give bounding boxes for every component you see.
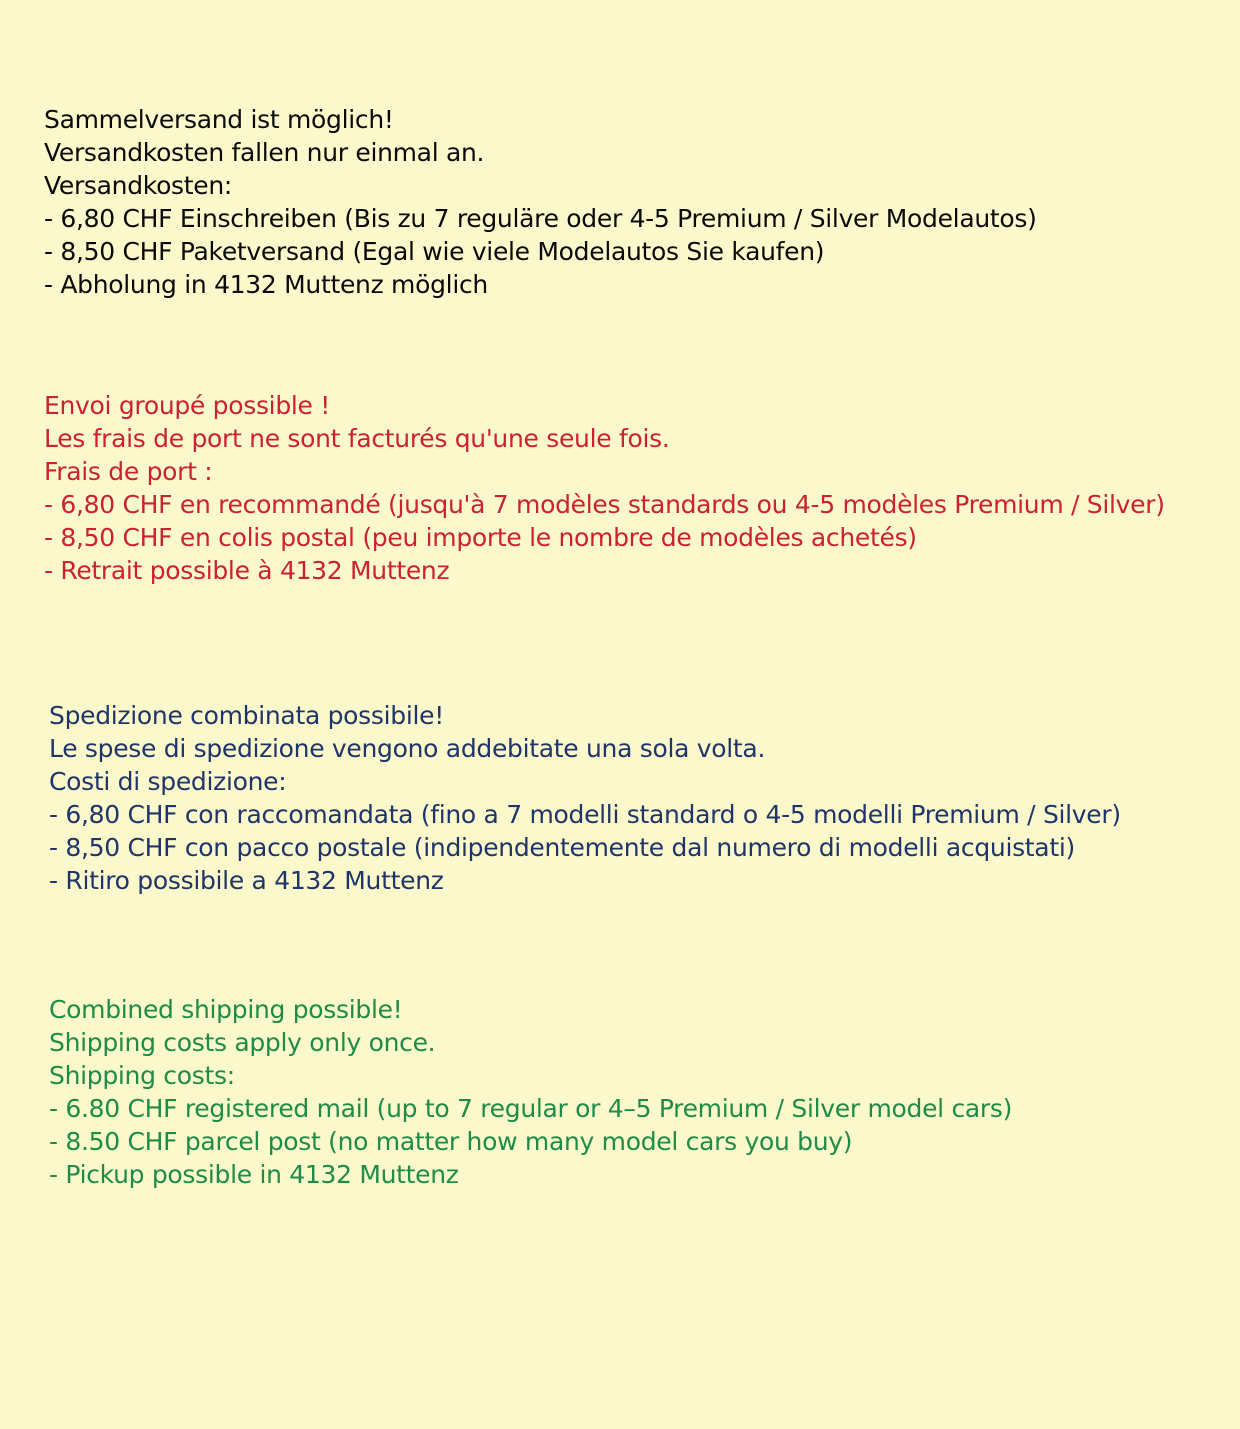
text-line: - 6,80 CHF en recommandé (jusqu'à 7 modèles standards ou 4-5 modèles Premium / Silver) <box>44 490 1165 519</box>
text-line: Frais de port : <box>44 457 213 486</box>
text-line: Costi di spedizione: <box>49 767 287 796</box>
text-line: Envoi groupé possible ! <box>44 391 330 420</box>
text-line: Versandkosten fallen nur einmal an. <box>44 138 485 167</box>
text-line: - 8,50 CHF Paketversand (Egal wie viele Modelautos Sie kaufen) <box>44 237 825 266</box>
text-line: - 6,80 CHF con raccomandata (fino a 7 modelli standard o 4-5 modelli Premium / Silver) <box>49 800 1121 829</box>
shipping-info-block-italian <box>49 699 1240 897</box>
text-line: - Abholung in 4132 Muttenz möglich <box>44 270 488 299</box>
text-line: Spedizione combinata possibile! <box>49 701 444 730</box>
text-line: - 8.50 CHF parcel post (no matter how many model cars you buy) <box>49 1127 853 1156</box>
text-line: Combined shipping possible! <box>49 995 403 1024</box>
text-line: - Pickup possible in 4132 Muttenz <box>49 1160 459 1189</box>
text-line: Les frais de port ne sont facturés qu'une seule fois. <box>44 424 670 453</box>
text-line: - 6,80 CHF Einschreiben (Bis zu 7 reguläre oder 4-5 Premium / Silver Modelautos) <box>44 204 1037 233</box>
shipping-info-block-french <box>44 389 1240 587</box>
text-line: Le spese di spedizione vengono addebitate una sola volta. <box>49 734 766 763</box>
shipping-info-page <box>0 103 1240 1429</box>
text-line: - Ritiro possibile a 4132 Muttenz <box>49 866 444 895</box>
text-line: - Retrait possible à 4132 Muttenz <box>44 556 450 585</box>
text-line: - 8,50 CHF en colis postal (peu importe le nombre de modèles achetés) <box>44 523 917 552</box>
text-line: Sammelversand ist möglich! <box>44 105 394 134</box>
text-line: Shipping costs apply only once. <box>49 1028 436 1057</box>
shipping-info-block-german <box>44 103 1240 301</box>
shipping-info-block-english <box>49 993 1240 1191</box>
text-line: Versandkosten: <box>44 171 233 200</box>
text-line: - 8,50 CHF con pacco postale (indipendentemente dal numero di modelli acquistati) <box>49 833 1075 862</box>
text-line: - 6.80 CHF registered mail (up to 7 regular or 4–5 Premium / Silver model cars) <box>49 1094 1013 1123</box>
text-line: Shipping costs: <box>49 1061 235 1090</box>
